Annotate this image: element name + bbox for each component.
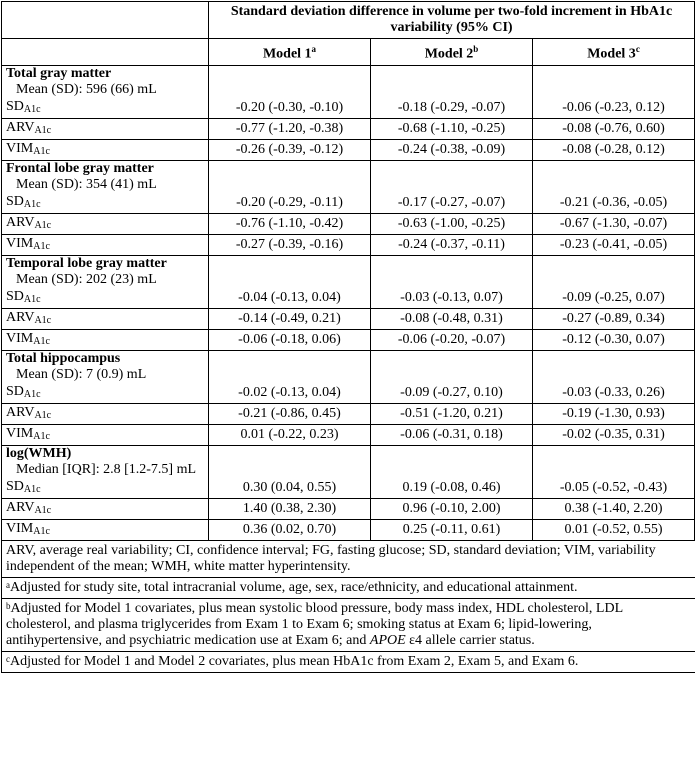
metric-label bbox=[2, 98, 209, 119]
metric-subscript: A1c bbox=[34, 124, 52, 136]
group-subtitle: Mean (SD): 202 (23) mL bbox=[16, 272, 157, 287]
value-cell-m3: -0.23 (-0.41, -0.05) bbox=[533, 235, 695, 256]
table-row bbox=[2, 193, 695, 214]
group-header-row bbox=[2, 256, 695, 289]
metric-name: VIM bbox=[6, 235, 34, 251]
value-cell-m2: -0.06 (-0.20, -0.07) bbox=[371, 330, 533, 351]
table-row bbox=[2, 478, 695, 499]
metric-label bbox=[2, 520, 209, 541]
group-title: Total hippocampus bbox=[6, 351, 121, 366]
metric-name: VIM bbox=[6, 520, 34, 536]
metric-subscript: A1c bbox=[23, 483, 41, 495]
value-cell-m2: 0.96 (-0.10, 2.00) bbox=[371, 499, 533, 520]
metric-label bbox=[2, 404, 209, 425]
metric-label bbox=[2, 425, 209, 446]
table-row bbox=[2, 425, 695, 446]
metric-name: VIM bbox=[6, 425, 34, 441]
group-empty-cell bbox=[209, 256, 371, 289]
metric-name: ARV bbox=[6, 309, 35, 325]
model-1-header: Model 1$^a$ bbox=[209, 39, 371, 66]
group-empty-cell bbox=[371, 446, 533, 479]
value-cell-m1: 0.30 (0.04, 0.55) bbox=[209, 478, 371, 499]
value-cell-m1: -0.26 (-0.39, -0.12) bbox=[209, 140, 371, 161]
value-cell-m1: -0.02 (-0.13, 0.04) bbox=[209, 383, 371, 404]
metric-subscript: A1c bbox=[33, 525, 50, 537]
group-empty-cell bbox=[371, 256, 533, 289]
metric-subscript: A1c bbox=[23, 103, 41, 115]
value-cell-m1: -0.20 (-0.30, -0.10) bbox=[209, 98, 371, 119]
model-3-header: Model 3$^c$ bbox=[533, 39, 695, 66]
value-cell-m1: -0.21 (-0.86, 0.45) bbox=[209, 404, 371, 425]
value-cell-m1: -0.06 (-0.18, 0.06) bbox=[209, 330, 371, 351]
metric-name: ARV bbox=[6, 214, 35, 230]
value-cell-m3: -0.08 (-0.76, 0.60) bbox=[533, 119, 695, 140]
metric-name: VIM bbox=[6, 140, 34, 156]
group-title-cell bbox=[2, 256, 209, 289]
value-cell-m2: -0.63 (-1.00, -0.25) bbox=[371, 214, 533, 235]
header-empty-cell bbox=[2, 2, 209, 39]
table-row bbox=[2, 499, 695, 520]
group-empty-cell bbox=[209, 161, 371, 194]
group-empty-cell bbox=[209, 66, 371, 99]
table-row bbox=[2, 309, 695, 330]
metric-subscript: A1c bbox=[23, 198, 41, 210]
metric-subscript: A1c bbox=[34, 219, 52, 231]
model-2-header: Model 2$^b$ bbox=[371, 39, 533, 66]
metric-label bbox=[2, 193, 209, 214]
value-cell-m2: 0.25 (-0.11, 0.61) bbox=[371, 520, 533, 541]
table-row bbox=[2, 288, 695, 309]
value-cell-m3: -0.67 (-1.30, -0.07) bbox=[533, 214, 695, 235]
metric-name: SD bbox=[6, 193, 24, 209]
metric-subscript: A1c bbox=[33, 335, 50, 347]
header-caption: Standard deviation difference in volume per two-fold increment in HbA1c variability (95% CI) bbox=[209, 2, 695, 39]
header-caption-row bbox=[2, 2, 695, 39]
abbreviations-note: ARV, average real variability; CI, confidence interval; FG, fasting glucose; SD, standard deviation; VIM, variability independent of the mean; WMH, white matter hyperintensity. bbox=[6, 543, 656, 574]
footnote-a: $^a$Adjusted for study site, total intracranial volume, age, sex, race/ethnicity, and educational attainment. bbox=[2, 577, 695, 598]
metric-label bbox=[2, 478, 209, 499]
group-header-row bbox=[2, 351, 695, 384]
table-body bbox=[2, 66, 695, 541]
metric-label bbox=[2, 383, 209, 404]
value-cell-m3: -0.27 (-0.89, 0.34) bbox=[533, 309, 695, 330]
table-row bbox=[2, 119, 695, 140]
group-header-row bbox=[2, 161, 695, 194]
metric-subscript: A1c bbox=[34, 409, 52, 421]
value-cell-m2: -0.18 (-0.29, -0.07) bbox=[371, 98, 533, 119]
metric-subscript: A1c bbox=[34, 314, 52, 326]
table-row bbox=[2, 140, 695, 161]
value-cell-m2: -0.68 (-1.10, -0.25) bbox=[371, 119, 533, 140]
value-cell-m3: -0.09 (-0.25, 0.07) bbox=[533, 288, 695, 309]
table-footnotes bbox=[1, 541, 695, 673]
metric-name: SD bbox=[6, 288, 24, 304]
footnote-b: $^b$Adjusted for Model 1 covariates, plus mean systolic blood pressure, body mass index, HDL cholesterol, LDL cholesterol, and plasma triglycerides from Exam 1 to Exam 6; smoking status at Exam 6; lipid-lowering, antihypertensive, and psychiatric medication use at Exam 6; and APOE ε4 allele carrier status. bbox=[2, 598, 695, 651]
group-title-cell bbox=[2, 66, 209, 99]
metric-name: ARV bbox=[6, 499, 35, 515]
value-cell-m2: -0.06 (-0.31, 0.18) bbox=[371, 425, 533, 446]
table-row bbox=[2, 330, 695, 351]
value-cell-m3: -0.06 (-0.23, 0.12) bbox=[533, 98, 695, 119]
group-subtitle: Mean (SD): 354 (41) mL bbox=[16, 177, 157, 192]
group-title: Total gray matter bbox=[6, 66, 112, 81]
metric-name: ARV bbox=[6, 404, 35, 420]
value-cell-m2: 0.19 (-0.08, 0.46) bbox=[371, 478, 533, 499]
metric-label bbox=[2, 214, 209, 235]
value-cell-m3: -0.19 (-1.30, 0.93) bbox=[533, 404, 695, 425]
metric-subscript: A1c bbox=[34, 504, 52, 516]
table-row bbox=[2, 383, 695, 404]
group-empty-cell bbox=[371, 66, 533, 99]
value-cell-m1: -0.20 (-0.29, -0.11) bbox=[209, 193, 371, 214]
header-models-row bbox=[2, 39, 695, 66]
table-row bbox=[2, 235, 695, 256]
group-empty-cell bbox=[533, 66, 695, 99]
value-cell-m2: -0.51 (-1.20, 0.21) bbox=[371, 404, 533, 425]
table-row bbox=[2, 404, 695, 425]
group-empty-cell bbox=[371, 161, 533, 194]
group-subtitle: Mean (SD): 7 (0.9) mL bbox=[16, 367, 147, 382]
table-row bbox=[2, 214, 695, 235]
value-cell-m3: -0.21 (-0.36, -0.05) bbox=[533, 193, 695, 214]
group-empty-cell bbox=[209, 351, 371, 384]
value-cell-m1: -0.04 (-0.13, 0.04) bbox=[209, 288, 371, 309]
metric-name: SD bbox=[6, 98, 24, 114]
metric-label bbox=[2, 330, 209, 351]
value-cell-m3: -0.05 (-0.52, -0.43) bbox=[533, 478, 695, 499]
group-title: Temporal lobe gray matter bbox=[6, 256, 167, 271]
value-cell-m1: -0.77 (-1.20, -0.38) bbox=[209, 119, 371, 140]
value-cell-m1: 1.40 (0.38, 2.30) bbox=[209, 499, 371, 520]
table-row bbox=[2, 520, 695, 541]
group-subtitle: Mean (SD): 596 (66) mL bbox=[16, 82, 157, 97]
metric-subscript: A1c bbox=[33, 145, 50, 157]
metric-subscript: A1c bbox=[33, 240, 50, 252]
group-header-row bbox=[2, 66, 695, 99]
group-subtitle: Median [IQR]: 2.8 [1.2-7.5] mL bbox=[16, 462, 197, 477]
metric-label bbox=[2, 140, 209, 161]
group-empty-cell bbox=[533, 161, 695, 194]
metric-label bbox=[2, 288, 209, 309]
value-cell-m3: -0.02 (-0.35, 0.31) bbox=[533, 425, 695, 446]
metric-label bbox=[2, 309, 209, 330]
header-empty-cell-2 bbox=[2, 39, 209, 66]
value-cell-m3: -0.12 (-0.30, 0.07) bbox=[533, 330, 695, 351]
group-empty-cell bbox=[533, 256, 695, 289]
group-empty-cell bbox=[533, 446, 695, 479]
group-title: Frontal lobe gray matter bbox=[6, 161, 154, 176]
group-empty-cell bbox=[371, 351, 533, 384]
results-table bbox=[1, 1, 695, 541]
value-cell-m1: -0.27 (-0.39, -0.16) bbox=[209, 235, 371, 256]
metric-label bbox=[2, 499, 209, 520]
metric-name: SD bbox=[6, 478, 24, 494]
metric-subscript: A1c bbox=[23, 388, 41, 400]
value-cell-m3: -0.03 (-0.33, 0.26) bbox=[533, 383, 695, 404]
value-cell-m1: -0.76 (-1.10, -0.42) bbox=[209, 214, 371, 235]
metric-name: ARV bbox=[6, 119, 35, 135]
value-cell-m1: -0.14 (-0.49, 0.21) bbox=[209, 309, 371, 330]
group-title: log(WMH) bbox=[6, 446, 72, 461]
value-cell-m2: -0.08 (-0.48, 0.31) bbox=[371, 309, 533, 330]
value-cell-m1: 0.01 (-0.22, 0.23) bbox=[209, 425, 371, 446]
value-cell-m2: -0.24 (-0.37, -0.11) bbox=[371, 235, 533, 256]
metric-label bbox=[2, 119, 209, 140]
metric-name: VIM bbox=[6, 330, 34, 346]
metric-subscript: A1c bbox=[23, 293, 41, 305]
group-title-cell bbox=[2, 446, 209, 479]
value-cell-m2: -0.24 (-0.38, -0.09) bbox=[371, 140, 533, 161]
metric-name: SD bbox=[6, 383, 24, 399]
group-title-cell bbox=[2, 351, 209, 384]
value-cell-m1: 0.36 (0.02, 0.70) bbox=[209, 520, 371, 541]
footnote-c: $^c$Adjusted for Model 1 and Model 2 covariates, plus mean HbA1c from Exam 2, Exam 5, and Exam 6. bbox=[2, 651, 695, 672]
table-row bbox=[2, 98, 695, 119]
group-header-row bbox=[2, 446, 695, 479]
group-empty-cell bbox=[533, 351, 695, 384]
metric-label bbox=[2, 235, 209, 256]
value-cell-m2: -0.03 (-0.13, 0.07) bbox=[371, 288, 533, 309]
value-cell-m2: -0.09 (-0.27, 0.10) bbox=[371, 383, 533, 404]
value-cell-m3: 0.01 (-0.52, 0.55) bbox=[533, 520, 695, 541]
value-cell-m3: 0.38 (-1.40, 2.20) bbox=[533, 499, 695, 520]
group-empty-cell bbox=[209, 446, 371, 479]
metric-subscript: A1c bbox=[33, 430, 50, 442]
value-cell-m3: -0.08 (-0.28, 0.12) bbox=[533, 140, 695, 161]
group-title-cell bbox=[2, 161, 209, 194]
value-cell-m2: -0.17 (-0.27, -0.07) bbox=[371, 193, 533, 214]
